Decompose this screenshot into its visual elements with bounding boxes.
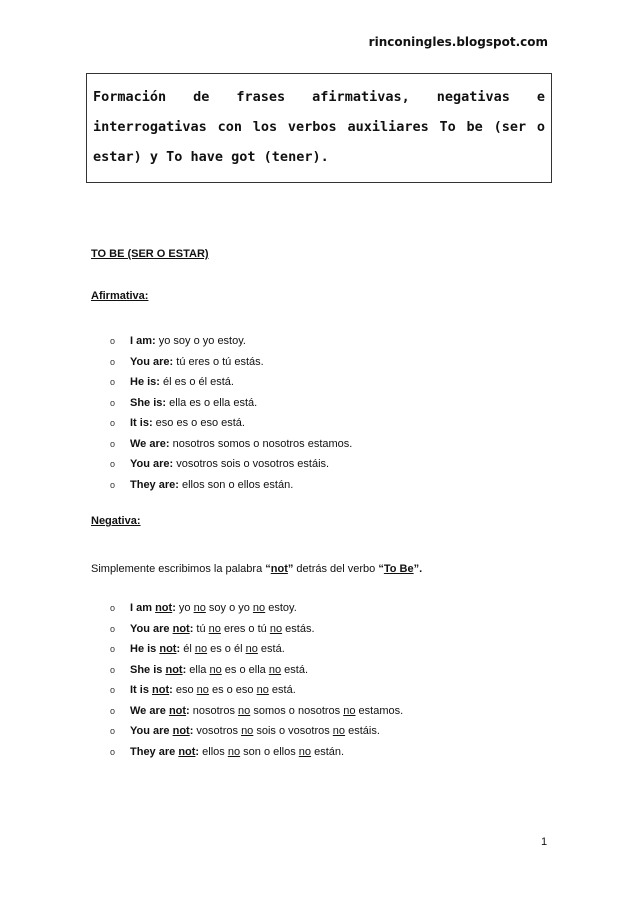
section-title: TO BE (SER O ESTAR) <box>91 248 209 260</box>
negative-list <box>110 598 403 762</box>
item-text: ellos <box>199 745 228 758</box>
item-text: sois o vosotros <box>253 725 333 737</box>
negative-intro <box>91 563 422 575</box>
item-label: I am: <box>130 335 156 347</box>
header-site-url: rinconingles.blogspot.com <box>368 35 548 49</box>
list-item <box>110 639 403 660</box>
item-no: no <box>209 663 222 676</box>
list-item <box>110 372 352 393</box>
item-text: él es o él está. <box>159 376 234 388</box>
item-text: estoy. <box>265 602 297 614</box>
item-text: estás. <box>282 622 315 635</box>
item-no: no <box>196 684 209 696</box>
item-subject: They are <box>130 745 179 758</box>
item-not: not <box>165 663 183 676</box>
bullet-icon: o <box>110 377 116 387</box>
item-no: no <box>256 684 269 696</box>
list-item <box>110 680 403 701</box>
item-subject: I am <box>130 602 156 614</box>
bullet-icon: o <box>110 336 116 346</box>
item-no: no <box>208 622 221 635</box>
item-subject: You are <box>130 725 173 737</box>
item-text: ella <box>186 663 210 676</box>
item-text: ella es o ella está. <box>166 396 258 409</box>
item-label: We are: <box>130 437 170 450</box>
item-subject: He is <box>130 643 160 655</box>
list-item <box>110 434 352 455</box>
item-not: not <box>159 643 177 655</box>
bullet-icon: o <box>110 623 116 634</box>
bullet-icon: o <box>110 459 116 469</box>
item-subject: She is <box>130 663 166 676</box>
intro-text: Simplemente escribimos la palabra <box>91 563 266 575</box>
item-text: yo <box>175 602 194 614</box>
item-label: She is: <box>130 396 167 409</box>
item-no: no <box>238 704 251 717</box>
item-no: no <box>245 643 258 655</box>
item-colon: : <box>195 745 200 758</box>
intro-tobe-word: To Be <box>383 563 414 575</box>
list-item <box>110 742 403 763</box>
item-no: no <box>269 622 283 635</box>
list-item <box>110 660 403 681</box>
item-text: somos o nosotros <box>250 704 344 717</box>
item-text: es o eso <box>208 684 257 696</box>
intro-text: detrás del verbo <box>293 563 379 575</box>
title-box: Formación de frases afirmativas, negativas e interrogativas con los verbos auxiliares To be (ser o estar) y To have got (tener). <box>86 73 552 183</box>
item-text: están. <box>311 745 345 758</box>
bullet-icon: o <box>110 746 116 757</box>
item-not: not <box>172 725 190 737</box>
bullet-icon: o <box>110 685 116 695</box>
item-no: no <box>298 745 312 758</box>
item-colon: : <box>176 643 181 655</box>
item-no: no <box>252 602 266 614</box>
item-text: vosotros <box>193 725 242 737</box>
item-subject: It is <box>130 684 153 696</box>
intro-not-word: not <box>270 563 288 575</box>
list-item <box>110 598 403 619</box>
list-item <box>110 701 403 722</box>
item-text: eso <box>172 684 197 696</box>
item-colon: : <box>189 725 194 737</box>
item-text: son o ellos <box>240 745 299 758</box>
list-item <box>110 393 352 414</box>
item-text: nosotros <box>189 704 239 717</box>
item-label: You are: <box>130 355 174 368</box>
intro-quote: ”. <box>413 563 423 575</box>
item-text: vosotros sois o vosotros estáis. <box>173 458 330 470</box>
item-label: It is: <box>130 417 153 429</box>
item-colon: : <box>172 602 176 614</box>
item-colon: : <box>189 622 194 635</box>
item-text: está. <box>268 684 296 696</box>
item-no: no <box>193 602 206 614</box>
list-item <box>110 619 403 640</box>
list-item <box>110 475 352 496</box>
item-not: not <box>172 622 190 635</box>
affirmative-heading: Afirmativa: <box>91 290 149 302</box>
page-number: 1 <box>541 836 548 848</box>
item-not: not <box>178 745 196 758</box>
item-no: no <box>194 643 208 655</box>
item-text: es o ella <box>221 663 269 676</box>
item-text: es o él <box>207 643 246 655</box>
intro-quote: “ <box>265 563 271 575</box>
item-text: está. <box>257 643 285 655</box>
negative-heading: Negativa: <box>91 515 141 527</box>
list-item <box>110 352 352 373</box>
list-item <box>110 454 352 475</box>
item-text: ellos son o ellos están. <box>178 478 294 491</box>
item-text: eso es o eso está. <box>152 417 245 429</box>
item-text: él <box>180 643 195 655</box>
item-colon: : <box>182 663 187 676</box>
item-text: eres o tú <box>220 622 270 635</box>
item-no: no <box>268 663 282 676</box>
item-not: not <box>155 602 173 614</box>
item-text: tú eres o tú estás. <box>173 355 264 368</box>
item-not: not <box>168 704 187 717</box>
intro-quote: ” <box>287 563 294 575</box>
item-text: estáis. <box>345 725 380 737</box>
bullet-icon: o <box>110 705 116 716</box>
bullet-icon: o <box>110 603 116 613</box>
item-no: no <box>332 725 346 737</box>
item-subject: You are <box>130 622 173 635</box>
intro-quote: “ <box>378 563 384 575</box>
item-label: He is: <box>130 376 160 388</box>
item-subject: We are <box>130 704 169 717</box>
item-text: yo soy o yo estoy. <box>155 335 246 347</box>
bullet-icon: o <box>110 418 116 428</box>
item-label: You are: <box>130 458 174 470</box>
item-text: estamos. <box>355 704 404 717</box>
affirmative-list <box>110 331 352 495</box>
item-text: soy o yo <box>205 602 253 614</box>
bullet-icon: o <box>110 664 116 675</box>
item-colon: : <box>186 704 190 717</box>
bullet-icon: o <box>110 356 116 367</box>
item-text: tú <box>193 622 209 635</box>
item-no: no <box>241 725 254 737</box>
item-label: They are: <box>130 478 179 491</box>
bullet-icon: o <box>110 726 116 736</box>
list-item <box>110 413 352 434</box>
list-item <box>110 721 403 742</box>
bullet-icon: o <box>110 438 116 449</box>
item-text: nosotros somos o nosotros estamos. <box>169 437 353 450</box>
bullet-icon: o <box>110 397 116 408</box>
item-text: está. <box>281 663 308 676</box>
bullet-icon: o <box>110 644 116 654</box>
item-not: not <box>152 684 170 696</box>
bullet-icon: o <box>110 479 116 490</box>
item-colon: : <box>169 684 173 696</box>
item-no: no <box>227 745 241 758</box>
list-item <box>110 331 352 352</box>
item-no: no <box>343 704 356 717</box>
